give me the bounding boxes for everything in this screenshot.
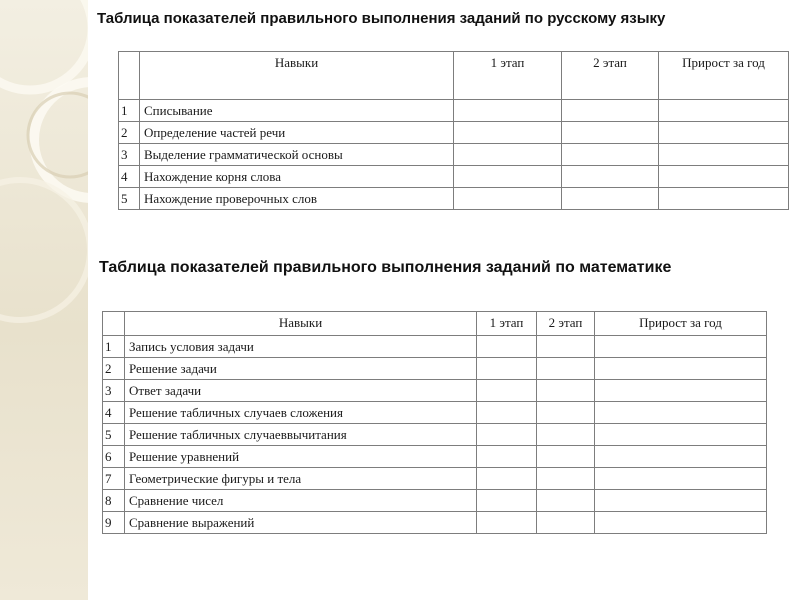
stage-1-value: [454, 122, 562, 144]
stage-2-value: [537, 468, 595, 490]
stage-1-value: [477, 358, 537, 380]
stage-2-value: [562, 144, 659, 166]
stage-1-value: [477, 468, 537, 490]
stage-2-value: [562, 122, 659, 144]
stage-1-value: [454, 166, 562, 188]
table-row: [103, 380, 767, 402]
table-row: [103, 512, 767, 534]
row-number: 7: [103, 468, 125, 490]
header-skills: Навыки: [125, 312, 477, 336]
table-row: [103, 336, 767, 358]
row-number: 4: [119, 166, 140, 188]
header-stage-1: 1 этап: [454, 52, 562, 100]
header-number: [119, 52, 140, 100]
stage-1-value: [454, 188, 562, 210]
stage-2-value: [537, 512, 595, 534]
row-number: 3: [103, 380, 125, 402]
row-number: 6: [103, 446, 125, 468]
stage-1-value: [454, 144, 562, 166]
skill-name: Решение уравнений: [125, 446, 477, 468]
stage-2-value: [537, 358, 595, 380]
row-number: 5: [103, 424, 125, 446]
stage-2-value: [537, 490, 595, 512]
russian-skills-table: [118, 51, 789, 210]
table-row: [119, 188, 789, 210]
growth-value: [595, 336, 767, 358]
row-number: 2: [103, 358, 125, 380]
skill-name: Решение задачи: [125, 358, 477, 380]
row-number: 1: [119, 100, 140, 122]
growth-value: [595, 490, 767, 512]
table-row: [119, 144, 789, 166]
skill-name: Определение частей речи: [140, 122, 454, 144]
math-skills-table: [102, 311, 767, 534]
growth-value: [595, 446, 767, 468]
stage-1-value: [454, 100, 562, 122]
header-number: [103, 312, 125, 336]
stage-2-value: [537, 402, 595, 424]
stage-1-value: [477, 424, 537, 446]
skill-name: Выделение грамматической основы: [140, 144, 454, 166]
skill-name: Геометрические фигуры и тела: [125, 468, 477, 490]
slide: [88, 0, 800, 600]
table-header-row: [119, 52, 789, 100]
table-row: [103, 446, 767, 468]
math-table-title: Таблица показателей правильного выполнения заданий по математике: [99, 259, 672, 276]
table-row: [103, 402, 767, 424]
growth-value: [595, 468, 767, 490]
row-number: 3: [119, 144, 140, 166]
decorative-side-band: [0, 0, 88, 600]
stage-2-value: [537, 380, 595, 402]
header-stage-1: 1 этап: [477, 312, 537, 336]
growth-value: [595, 424, 767, 446]
skill-name: Запись условия задачи: [125, 336, 477, 358]
growth-value: [659, 100, 789, 122]
skill-name: Нахождение корня слова: [140, 166, 454, 188]
stage-1-value: [477, 490, 537, 512]
growth-value: [595, 402, 767, 424]
row-number: 2: [119, 122, 140, 144]
table-row: [119, 166, 789, 188]
growth-value: [595, 380, 767, 402]
stage-2-value: [562, 166, 659, 188]
russian-table-title: Таблица показателей правильного выполнения заданий по русскому языку: [97, 10, 666, 27]
row-number: 9: [103, 512, 125, 534]
row-number: 1: [103, 336, 125, 358]
growth-value: [659, 144, 789, 166]
growth-value: [659, 188, 789, 210]
header-skills: Навыки: [140, 52, 454, 100]
table-row: [103, 424, 767, 446]
row-number: 4: [103, 402, 125, 424]
stage-2-value: [537, 446, 595, 468]
skill-name: Сравнение чисел: [125, 490, 477, 512]
skill-name: Сравнение выражений: [125, 512, 477, 534]
stage-1-value: [477, 446, 537, 468]
table-row: [103, 358, 767, 380]
header-growth: Прирост за год: [595, 312, 767, 336]
skill-name: Ответ задачи: [125, 380, 477, 402]
skill-name: Списывание: [140, 100, 454, 122]
skill-name: Решение табличных случаеввычитания: [125, 424, 477, 446]
stage-1-value: [477, 402, 537, 424]
header-stage-2: 2 этап: [537, 312, 595, 336]
skill-name: Нахождение проверочных слов: [140, 188, 454, 210]
header-stage-2: 2 этап: [562, 52, 659, 100]
table-row: [103, 468, 767, 490]
growth-value: [595, 512, 767, 534]
stage-2-value: [562, 100, 659, 122]
row-number: 5: [119, 188, 140, 210]
stage-2-value: [562, 188, 659, 210]
growth-value: [659, 122, 789, 144]
table-row: [103, 490, 767, 512]
growth-value: [595, 358, 767, 380]
table-row: [119, 100, 789, 122]
stage-1-value: [477, 336, 537, 358]
stage-2-value: [537, 424, 595, 446]
decorative-circles: [0, 0, 88, 600]
table-row: [119, 122, 789, 144]
header-growth: Прирост за год: [659, 52, 789, 100]
stage-1-value: [477, 512, 537, 534]
row-number: 8: [103, 490, 125, 512]
skill-name: Решение табличных случаев сложения: [125, 402, 477, 424]
growth-value: [659, 166, 789, 188]
table-header-row: [103, 312, 767, 336]
stage-1-value: [477, 380, 537, 402]
stage-2-value: [537, 336, 595, 358]
